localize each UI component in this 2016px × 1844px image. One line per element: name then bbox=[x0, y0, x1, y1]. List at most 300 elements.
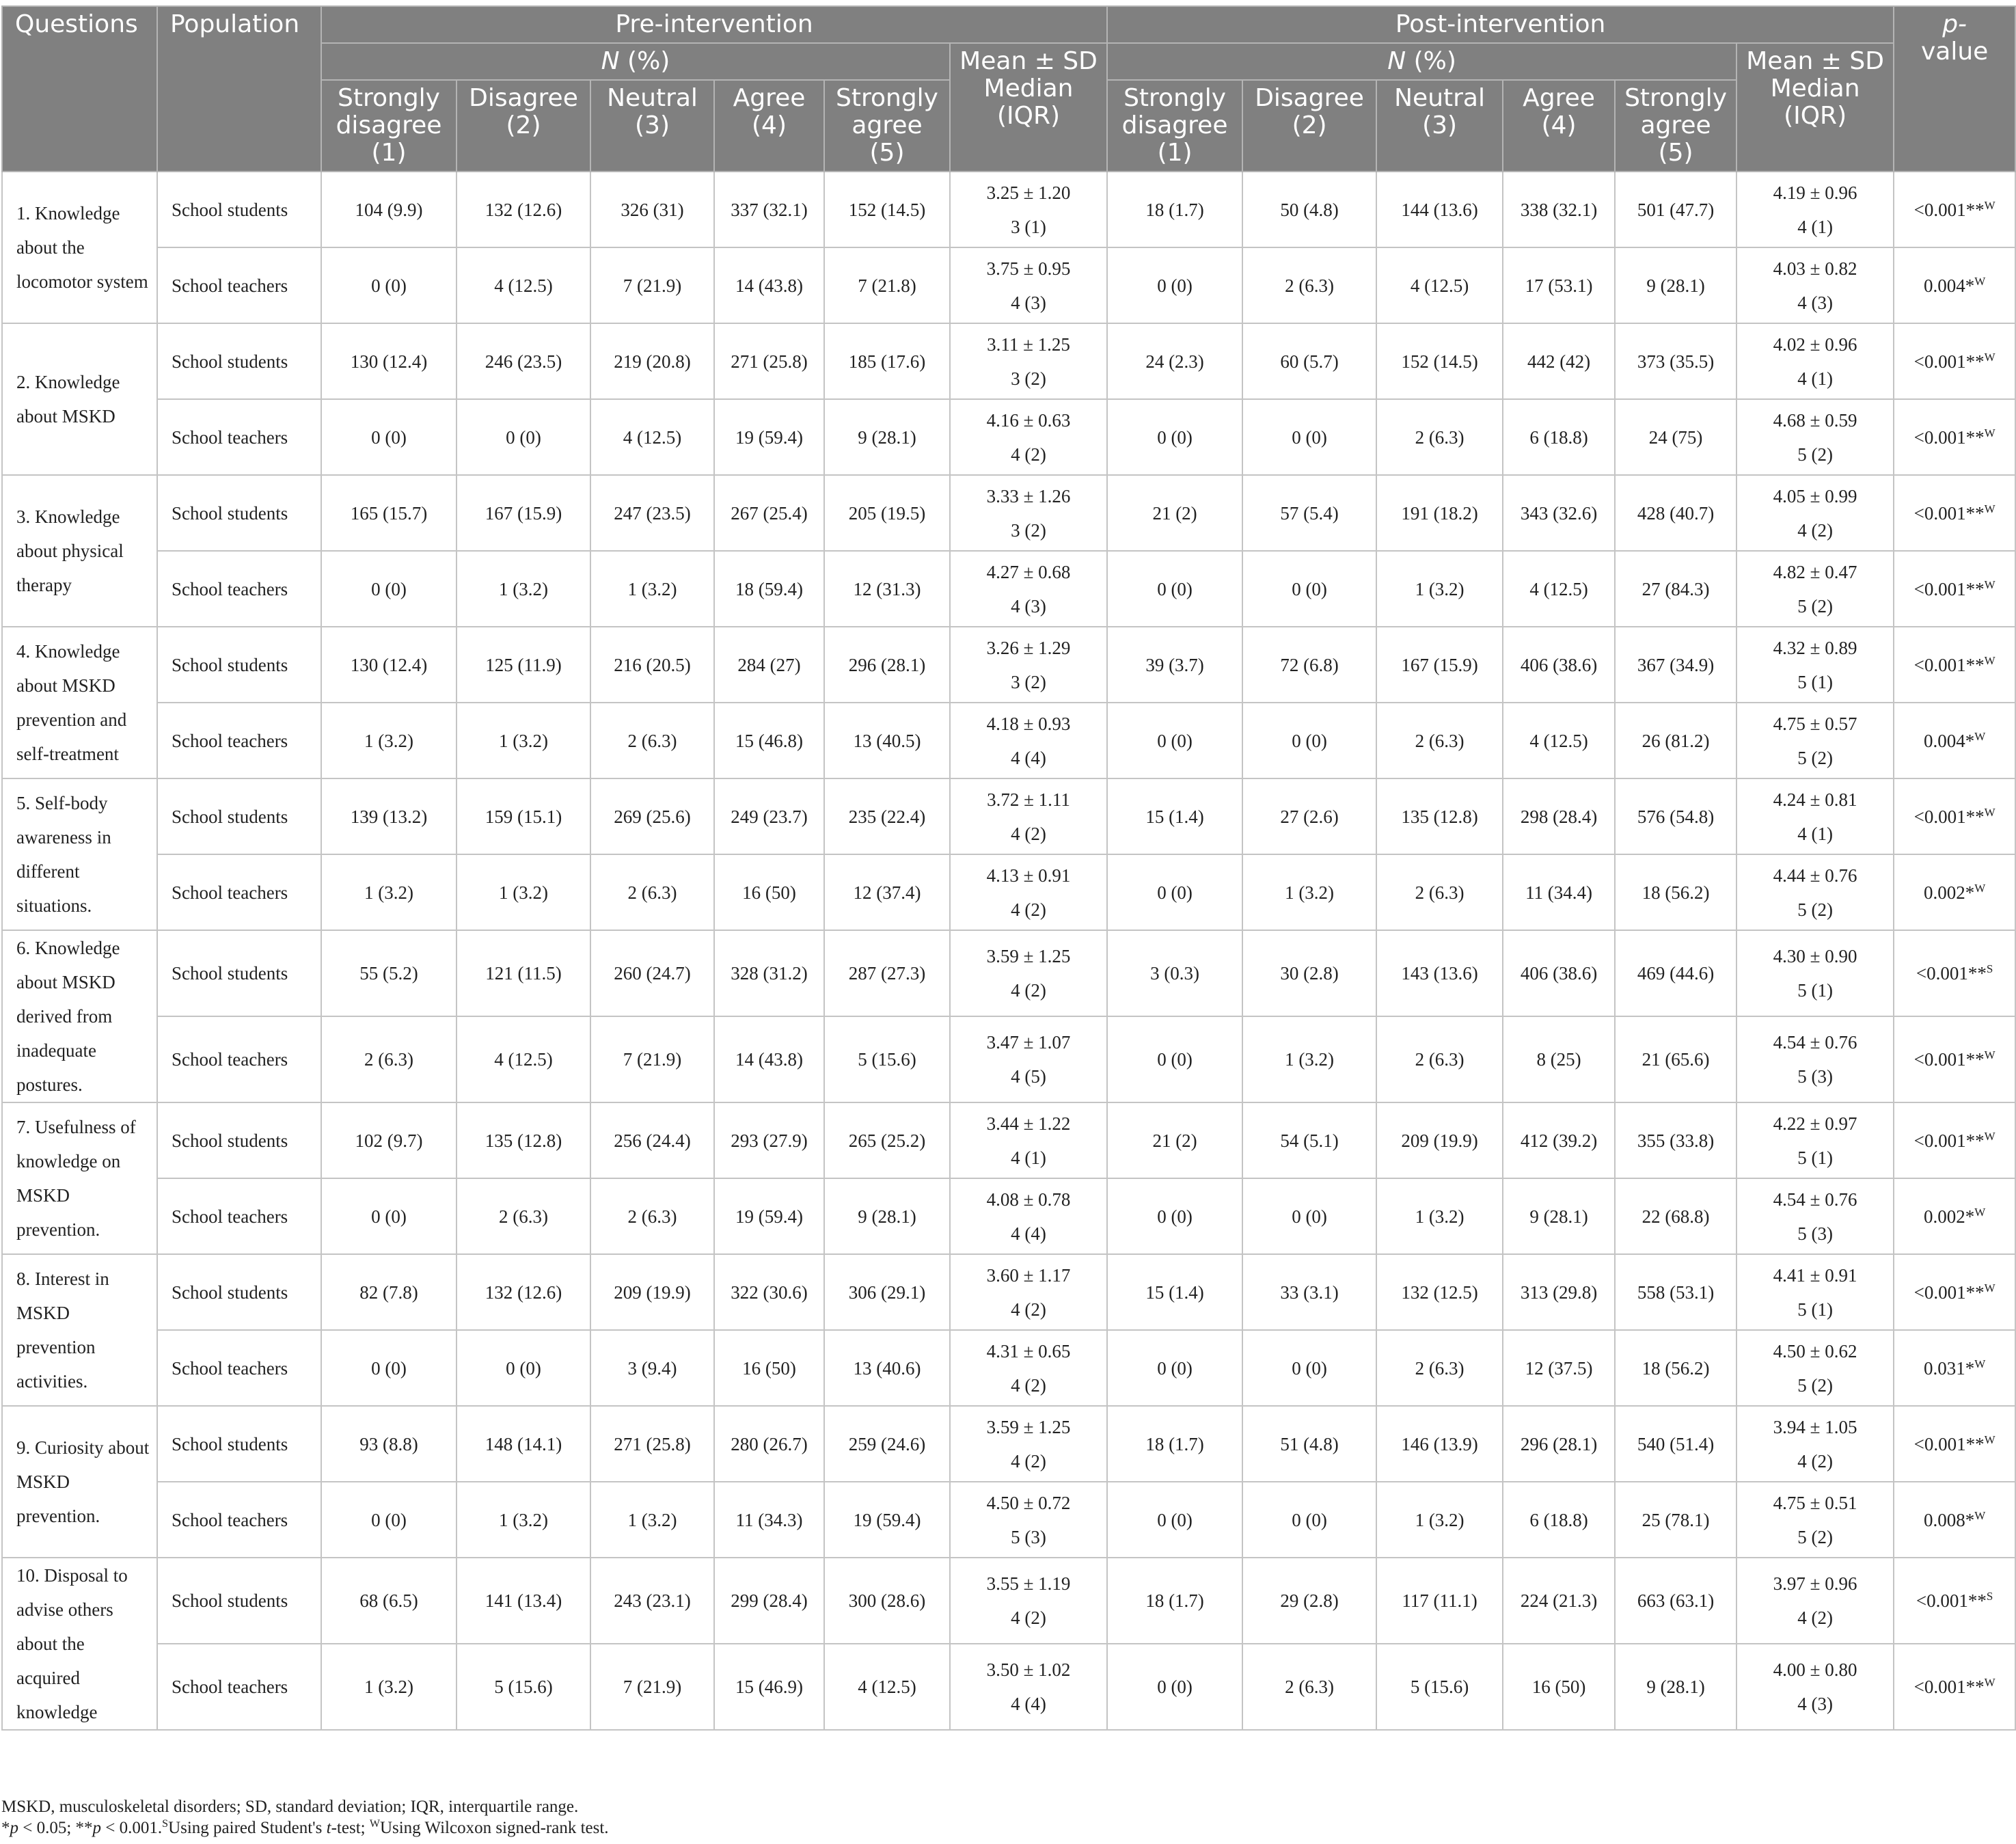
post-count-cell: 296 (28.1) bbox=[1503, 1406, 1615, 1482]
post-count-cell: 469 (44.6) bbox=[1615, 930, 1736, 1016]
pre-count-cell: 19 (59.4) bbox=[714, 399, 824, 475]
p-value: <0.001** bbox=[1913, 1130, 1985, 1151]
p-value-cell bbox=[1894, 854, 2015, 930]
p-value-cell bbox=[1894, 475, 2015, 551]
pre-mean-sd: 4.31 ± 0.65 bbox=[986, 1340, 1071, 1361]
post-mean-sd: 4.02 ± 0.96 bbox=[1773, 334, 1857, 355]
p-value-test-marker: W bbox=[1984, 1676, 1995, 1689]
question-label: 1. Knowledge about the locomotor system bbox=[2, 172, 157, 323]
pre-median-iqr: 3 (2) bbox=[1011, 671, 1046, 692]
population-cell: School students bbox=[157, 323, 321, 399]
pre-count-cell: 148 (14.1) bbox=[457, 1406, 590, 1482]
pre-count-cell: 19 (59.4) bbox=[714, 1178, 824, 1254]
post-mean-median-cell bbox=[1736, 778, 1894, 854]
header-post-scale-3 bbox=[1376, 80, 1503, 172]
pre-median-iqr: 4 (2) bbox=[1011, 1374, 1046, 1396]
p-value: 0.002* bbox=[1923, 882, 1975, 903]
pre-count-cell: 326 (31) bbox=[590, 172, 714, 247]
question-label: 4. Knowledge about MSKD prevention and self-treatment bbox=[2, 627, 157, 778]
pre-count-cell: 0 (0) bbox=[321, 1482, 457, 1558]
post-mean-median-cell bbox=[1736, 703, 1894, 778]
post-count-cell: 26 (81.2) bbox=[1615, 703, 1736, 778]
p-value-cell bbox=[1894, 1406, 2015, 1482]
post-median-iqr: 5 (2) bbox=[1797, 899, 1833, 920]
pre-count-cell: 328 (31.2) bbox=[714, 930, 824, 1016]
post-count-cell: 209 (19.9) bbox=[1376, 1102, 1503, 1178]
p-value-cell bbox=[1894, 1178, 2015, 1254]
p-value-test-marker: W bbox=[1974, 729, 1986, 743]
post-mean-sd: 4.82 ± 0.47 bbox=[1773, 561, 1857, 582]
pre-count-cell: 209 (19.9) bbox=[590, 1254, 714, 1330]
pre-median-iqr: 4 (2) bbox=[1011, 899, 1046, 920]
p-value: <0.001** bbox=[1913, 426, 1985, 448]
pre-count-cell: 152 (14.5) bbox=[824, 172, 950, 247]
pre-count-cell: 125 (11.9) bbox=[457, 627, 590, 703]
post-count-cell: 367 (34.9) bbox=[1615, 627, 1736, 703]
post-count-cell: 0 (0) bbox=[1107, 247, 1242, 323]
pre-count-cell: 271 (25.8) bbox=[714, 323, 824, 399]
results-table bbox=[1, 5, 2016, 1731]
p-value: <0.001** bbox=[1916, 963, 1987, 984]
post-count-cell: 0 (0) bbox=[1107, 703, 1242, 778]
pre-median-iqr: 4 (4) bbox=[1011, 1223, 1046, 1244]
post-median-iqr: 5 (2) bbox=[1797, 1374, 1833, 1396]
post-count-cell: 0 (0) bbox=[1107, 1178, 1242, 1254]
post-count-cell: 406 (38.6) bbox=[1503, 627, 1615, 703]
scale-label-line: Agree bbox=[733, 84, 806, 112]
pre-mean-median-cell bbox=[950, 1406, 1107, 1482]
p-value-cell bbox=[1894, 1254, 2015, 1330]
p-value-test-marker: W bbox=[1984, 805, 1995, 819]
p-value: <0.001** bbox=[1913, 351, 1985, 372]
pre-count-cell: 12 (31.3) bbox=[824, 551, 950, 627]
post-count-cell: 25 (78.1) bbox=[1615, 1482, 1736, 1558]
table-row bbox=[2, 1102, 2015, 1178]
post-count-cell: 224 (21.3) bbox=[1503, 1558, 1615, 1644]
pre-mean-sd: 3.26 ± 1.29 bbox=[986, 637, 1071, 658]
post-median-iqr: 4 (2) bbox=[1797, 519, 1833, 541]
table-row bbox=[2, 1644, 2015, 1730]
post-median-iqr: 5 (1) bbox=[1797, 980, 1833, 1001]
pre-median-iqr: 4 (1) bbox=[1011, 1147, 1046, 1168]
post-count-cell: 0 (0) bbox=[1242, 1178, 1376, 1254]
p-value: <0.001** bbox=[1913, 1282, 1985, 1303]
post-count-cell: 0 (0) bbox=[1242, 1330, 1376, 1406]
table-row bbox=[2, 1254, 2015, 1330]
pre-count-cell: 4 (12.5) bbox=[457, 1016, 590, 1102]
pre-count-cell: 14 (43.8) bbox=[714, 1016, 824, 1102]
pre-count-cell: 1 (3.2) bbox=[590, 551, 714, 627]
pre-count-cell: 0 (0) bbox=[321, 1330, 457, 1406]
pre-median-iqr: 4 (2) bbox=[1011, 444, 1046, 465]
p-value: <0.001** bbox=[1913, 1049, 1985, 1070]
pre-mean-median-cell bbox=[950, 323, 1107, 399]
post-mean-sd: 4.19 ± 0.96 bbox=[1773, 182, 1857, 203]
post-median-iqr: 5 (3) bbox=[1797, 1066, 1833, 1087]
pre-median-iqr: 4 (4) bbox=[1011, 1694, 1046, 1714]
pre-median-iqr: 4 (3) bbox=[1011, 595, 1046, 616]
post-count-cell: 428 (40.7) bbox=[1615, 475, 1736, 551]
pre-mean-median-cell bbox=[950, 703, 1107, 778]
post-mean-median-cell bbox=[1736, 627, 1894, 703]
header-pre-mean-median: Mean ± SD Median (IQR) bbox=[950, 43, 1107, 172]
header-post-scale-4 bbox=[1503, 80, 1615, 172]
pre-mean-median-cell bbox=[950, 1016, 1107, 1102]
p-value-cell bbox=[1894, 1644, 2015, 1730]
p-value-test-marker: W bbox=[1984, 350, 1995, 364]
post-count-cell: 57 (5.4) bbox=[1242, 475, 1376, 551]
post-count-cell: 27 (2.6) bbox=[1242, 778, 1376, 854]
p-value-cell bbox=[1894, 1558, 2015, 1644]
population-cell: School teachers bbox=[157, 854, 321, 930]
p-value: <0.001** bbox=[1913, 1433, 1985, 1454]
pre-count-cell: 14 (43.8) bbox=[714, 247, 824, 323]
population-cell: School teachers bbox=[157, 551, 321, 627]
p-value-cell bbox=[1894, 627, 2015, 703]
post-mean-sd: 4.68 ± 0.59 bbox=[1773, 409, 1857, 431]
pre-mean-sd: 3.25 ± 1.20 bbox=[986, 182, 1071, 203]
pre-mean-sd: 4.18 ± 0.93 bbox=[986, 713, 1071, 734]
post-median-iqr: 4 (1) bbox=[1797, 823, 1833, 844]
pre-count-cell: 167 (15.9) bbox=[457, 475, 590, 551]
post-count-cell: 6 (18.8) bbox=[1503, 399, 1615, 475]
post-mean-median-cell bbox=[1736, 551, 1894, 627]
population-cell: School students bbox=[157, 930, 321, 1016]
scale-label-line: (3) bbox=[635, 111, 670, 139]
header-post-scale-1 bbox=[1107, 80, 1242, 172]
post-mean-median-cell bbox=[1736, 1406, 1894, 1482]
table-row bbox=[2, 1016, 2015, 1102]
pre-count-cell: 0 (0) bbox=[321, 1178, 457, 1254]
pre-count-cell: 1 (3.2) bbox=[321, 1644, 457, 1730]
population-cell: School teachers bbox=[157, 1330, 321, 1406]
question-label: 3. Knowledge about physical therapy bbox=[2, 475, 157, 627]
pre-count-cell: 7 (21.8) bbox=[824, 247, 950, 323]
header-pre-scale-5 bbox=[824, 80, 950, 172]
table-row bbox=[2, 1178, 2015, 1254]
pre-median-iqr: 3 (1) bbox=[1011, 216, 1046, 237]
p-value-test-marker: W bbox=[1974, 1205, 1986, 1219]
pre-count-cell: 130 (12.4) bbox=[321, 323, 457, 399]
post-count-cell: 0 (0) bbox=[1107, 399, 1242, 475]
post-count-cell: 143 (13.6) bbox=[1376, 930, 1503, 1016]
pre-median-iqr: 4 (2) bbox=[1011, 1450, 1046, 1472]
pre-count-cell: 82 (7.8) bbox=[321, 1254, 457, 1330]
post-count-cell: 18 (56.2) bbox=[1615, 1330, 1736, 1406]
post-count-cell: 0 (0) bbox=[1107, 1330, 1242, 1406]
post-mean-sd: 4.00 ± 0.80 bbox=[1773, 1659, 1857, 1680]
post-count-cell: 355 (33.8) bbox=[1615, 1102, 1736, 1178]
post-count-cell: 412 (39.2) bbox=[1503, 1102, 1615, 1178]
pre-count-cell: 7 (21.9) bbox=[590, 1644, 714, 1730]
table-header bbox=[2, 6, 2015, 172]
pre-mean-sd: 4.16 ± 0.63 bbox=[986, 409, 1071, 431]
p-value-cell bbox=[1894, 399, 2015, 475]
header-pre-scale-2 bbox=[457, 80, 590, 172]
header-pre-scale-3 bbox=[590, 80, 714, 172]
post-mean-median-cell bbox=[1736, 172, 1894, 247]
pre-count-cell: 9 (28.1) bbox=[824, 399, 950, 475]
scale-label-line: (2) bbox=[506, 111, 541, 139]
pre-count-cell: 132 (12.6) bbox=[457, 172, 590, 247]
post-count-cell: 0 (0) bbox=[1107, 854, 1242, 930]
scale-label-line: Disagree bbox=[469, 84, 578, 112]
pre-count-cell: 306 (29.1) bbox=[824, 1254, 950, 1330]
post-mean-sd: 4.50 ± 0.62 bbox=[1773, 1340, 1857, 1361]
p-value-test-marker: W bbox=[1984, 1048, 1995, 1061]
table-row bbox=[2, 627, 2015, 703]
pre-median-iqr: 4 (2) bbox=[1011, 980, 1046, 1001]
post-mean-sd: 4.54 ± 0.76 bbox=[1773, 1189, 1857, 1210]
pre-mean-sd: 3.72 ± 1.11 bbox=[987, 789, 1070, 810]
pre-mean-sd: 3.59 ± 1.25 bbox=[986, 1416, 1071, 1437]
table-row bbox=[2, 778, 2015, 854]
pre-count-cell: 4 (12.5) bbox=[824, 1644, 950, 1730]
post-count-cell: 22 (68.8) bbox=[1615, 1178, 1736, 1254]
pre-mean-sd: 3.11 ± 1.25 bbox=[987, 334, 1070, 355]
pre-mean-median-cell bbox=[950, 1482, 1107, 1558]
post-count-cell: 18 (56.2) bbox=[1615, 854, 1736, 930]
post-count-cell: 0 (0) bbox=[1242, 551, 1376, 627]
header-population: Population bbox=[157, 6, 321, 172]
post-count-cell: 501 (47.7) bbox=[1615, 172, 1736, 247]
scale-label-line: (5) bbox=[869, 139, 905, 167]
post-mean-sd: 4.75 ± 0.51 bbox=[1773, 1492, 1857, 1513]
table-row bbox=[2, 399, 2015, 475]
pre-count-cell: 4 (12.5) bbox=[457, 247, 590, 323]
table-row bbox=[2, 930, 2015, 1016]
pre-mean-median-cell bbox=[950, 1644, 1107, 1730]
post-median-iqr: 5 (3) bbox=[1797, 1223, 1833, 1244]
post-count-cell: 0 (0) bbox=[1242, 1482, 1376, 1558]
post-mean-median-cell bbox=[1736, 323, 1894, 399]
pre-count-cell: 7 (21.9) bbox=[590, 1016, 714, 1102]
p-value: 0.008* bbox=[1923, 1509, 1975, 1530]
pre-count-cell: 205 (19.5) bbox=[824, 475, 950, 551]
post-count-cell: 1 (3.2) bbox=[1376, 551, 1503, 627]
header-p-value: p- value bbox=[1894, 6, 2015, 172]
pre-mean-sd: 3.60 ± 1.17 bbox=[986, 1264, 1071, 1286]
table-row bbox=[2, 551, 2015, 627]
scale-label-line: disagree bbox=[336, 111, 442, 139]
post-mean-sd: 4.24 ± 0.81 bbox=[1773, 789, 1857, 810]
post-count-cell: 24 (75) bbox=[1615, 399, 1736, 475]
pre-mean-median-cell bbox=[950, 247, 1107, 323]
p-value-cell bbox=[1894, 551, 2015, 627]
post-mean-sd: 4.41 ± 0.91 bbox=[1773, 1264, 1857, 1286]
post-count-cell: 29 (2.8) bbox=[1242, 1558, 1376, 1644]
p-value-test-marker: W bbox=[1984, 578, 1995, 591]
pre-count-cell: 19 (59.4) bbox=[824, 1482, 950, 1558]
p-value: <0.001** bbox=[1913, 654, 1985, 675]
pre-count-cell: 337 (32.1) bbox=[714, 172, 824, 247]
pre-count-cell: 141 (13.4) bbox=[457, 1558, 590, 1644]
post-mean-median-cell bbox=[1736, 1482, 1894, 1558]
post-count-cell: 343 (32.6) bbox=[1503, 475, 1615, 551]
p-value-cell bbox=[1894, 172, 2015, 247]
post-count-cell: 51 (4.8) bbox=[1242, 1406, 1376, 1482]
pre-mean-sd: 3.47 ± 1.07 bbox=[986, 1032, 1071, 1053]
scale-label-line: (2) bbox=[1292, 111, 1327, 139]
table-row bbox=[2, 172, 2015, 247]
p-value-test-marker: W bbox=[1984, 198, 1995, 212]
post-count-cell: 4 (12.5) bbox=[1376, 247, 1503, 323]
post-count-cell: 17 (53.1) bbox=[1503, 247, 1615, 323]
pre-count-cell: 287 (27.3) bbox=[824, 930, 950, 1016]
question-label: 10. Disposal to advise others about the acquired knowledge bbox=[2, 1558, 157, 1730]
pre-mean-median-cell bbox=[950, 551, 1107, 627]
post-count-cell: 21 (2) bbox=[1107, 1102, 1242, 1178]
footnote-abbreviations: MSKD, musculoskeletal disorders; SD, standard deviation; IQR, interquartile range. bbox=[1, 1798, 579, 1816]
post-count-cell: 21 (2) bbox=[1107, 475, 1242, 551]
population-cell: School students bbox=[157, 778, 321, 854]
post-median-iqr: 5 (2) bbox=[1797, 1526, 1833, 1547]
table-row bbox=[2, 323, 2015, 399]
post-count-cell: 18 (1.7) bbox=[1107, 1406, 1242, 1482]
pre-mean-median-cell bbox=[950, 1558, 1107, 1644]
p-value-cell bbox=[1894, 778, 2015, 854]
pre-count-cell: 0 (0) bbox=[457, 399, 590, 475]
post-count-cell: 2 (6.3) bbox=[1242, 247, 1376, 323]
pre-count-cell: 1 (3.2) bbox=[457, 1482, 590, 1558]
post-count-cell: 0 (0) bbox=[1107, 551, 1242, 627]
population-cell: School students bbox=[157, 475, 321, 551]
header-post-n-pct: N (%) bbox=[1107, 43, 1736, 80]
pre-count-cell: 1 (3.2) bbox=[457, 703, 590, 778]
post-count-cell: 2 (6.3) bbox=[1376, 1330, 1503, 1406]
scale-label-line: agree bbox=[852, 111, 923, 139]
scale-label-line: Agree bbox=[1523, 84, 1595, 112]
pre-count-cell: 0 (0) bbox=[321, 551, 457, 627]
scale-label-line: (1) bbox=[1157, 139, 1193, 167]
population-cell: School teachers bbox=[157, 399, 321, 475]
post-count-cell: 4 (12.5) bbox=[1503, 703, 1615, 778]
header-post-scale-5 bbox=[1615, 80, 1736, 172]
population-cell: School teachers bbox=[157, 1178, 321, 1254]
p-value: <0.001** bbox=[1913, 806, 1985, 827]
question-label: 7. Usefulness of knowledge on MSKD prevention. bbox=[2, 1102, 157, 1254]
post-count-cell: 1 (3.2) bbox=[1242, 1016, 1376, 1102]
p-value: 0.002* bbox=[1923, 1206, 1975, 1227]
p-value-test-marker: W bbox=[1974, 1508, 1986, 1522]
post-count-cell: 27 (84.3) bbox=[1615, 551, 1736, 627]
post-mean-sd: 4.32 ± 0.89 bbox=[1773, 637, 1857, 658]
post-mean-sd: 4.03 ± 0.82 bbox=[1773, 258, 1857, 279]
population-cell: School teachers bbox=[157, 1482, 321, 1558]
post-count-cell: 373 (35.5) bbox=[1615, 323, 1736, 399]
pre-count-cell: 12 (37.4) bbox=[824, 854, 950, 930]
pre-median-iqr: 4 (2) bbox=[1011, 823, 1046, 844]
p-value-cell bbox=[1894, 1482, 2015, 1558]
p-value-cell bbox=[1894, 1330, 2015, 1406]
table-row bbox=[2, 247, 2015, 323]
scale-label-line: agree bbox=[1640, 111, 1711, 139]
population-cell: School students bbox=[157, 1254, 321, 1330]
post-count-cell: 8 (25) bbox=[1503, 1016, 1615, 1102]
question-label: 8. Interest in MSKD prevention activities. bbox=[2, 1254, 157, 1406]
post-mean-median-cell bbox=[1736, 1644, 1894, 1730]
post-count-cell: 16 (50) bbox=[1503, 1644, 1615, 1730]
post-mean-sd: 3.97 ± 0.96 bbox=[1773, 1573, 1857, 1594]
post-count-cell: 9 (28.1) bbox=[1615, 1644, 1736, 1730]
p-value: <0.001** bbox=[1916, 1590, 1987, 1611]
pre-count-cell: 2 (6.3) bbox=[590, 703, 714, 778]
pre-count-cell: 2 (6.3) bbox=[457, 1178, 590, 1254]
header-pre-scale-4 bbox=[714, 80, 824, 172]
population-cell: School students bbox=[157, 172, 321, 247]
p-value-test-marker: W bbox=[1984, 426, 1995, 439]
p-value-test-marker: S bbox=[1986, 962, 1993, 975]
pre-mean-median-cell bbox=[950, 1254, 1107, 1330]
pre-count-cell: 165 (15.7) bbox=[321, 475, 457, 551]
p-value-test-marker: W bbox=[1984, 1281, 1995, 1294]
post-count-cell: 576 (54.8) bbox=[1615, 778, 1736, 854]
pre-mean-median-cell bbox=[950, 627, 1107, 703]
post-count-cell: 313 (29.8) bbox=[1503, 1254, 1615, 1330]
p-value-test-marker: W bbox=[1984, 653, 1995, 667]
population-cell: School students bbox=[157, 1558, 321, 1644]
post-median-iqr: 4 (1) bbox=[1797, 216, 1833, 237]
pre-count-cell: 0 (0) bbox=[321, 247, 457, 323]
pre-count-cell: 1 (3.2) bbox=[457, 854, 590, 930]
post-count-cell: 30 (2.8) bbox=[1242, 930, 1376, 1016]
pre-count-cell: 2 (6.3) bbox=[590, 854, 714, 930]
post-median-iqr: 4 (3) bbox=[1797, 1694, 1833, 1714]
pre-count-cell: 1 (3.2) bbox=[321, 703, 457, 778]
pre-count-cell: 280 (26.7) bbox=[714, 1406, 824, 1482]
pre-count-cell: 265 (25.2) bbox=[824, 1102, 950, 1178]
pre-median-iqr: 3 (2) bbox=[1011, 519, 1046, 541]
pre-mean-sd: 4.50 ± 0.72 bbox=[986, 1492, 1071, 1513]
post-count-cell: 338 (32.1) bbox=[1503, 172, 1615, 247]
pre-mean-sd: 3.59 ± 1.25 bbox=[986, 946, 1071, 966]
post-count-cell: 50 (4.8) bbox=[1242, 172, 1376, 247]
post-count-cell: 2 (6.3) bbox=[1376, 399, 1503, 475]
pre-mean-sd: 3.50 ± 1.02 bbox=[986, 1659, 1071, 1680]
post-count-cell: 15 (1.4) bbox=[1107, 1254, 1242, 1330]
post-count-cell: 5 (15.6) bbox=[1376, 1644, 1503, 1730]
post-count-cell: 0 (0) bbox=[1107, 1482, 1242, 1558]
p-value-cell bbox=[1894, 703, 2015, 778]
pre-count-cell: 0 (0) bbox=[457, 1330, 590, 1406]
pre-count-cell: 68 (6.5) bbox=[321, 1558, 457, 1644]
post-count-cell: 9 (28.1) bbox=[1615, 247, 1736, 323]
scale-label-line: Neutral bbox=[607, 84, 698, 112]
post-median-iqr: 5 (2) bbox=[1797, 747, 1833, 768]
post-count-cell: 1 (3.2) bbox=[1376, 1482, 1503, 1558]
post-mean-sd: 4.75 ± 0.57 bbox=[1773, 713, 1857, 734]
post-count-cell: 663 (63.1) bbox=[1615, 1558, 1736, 1644]
pre-count-cell: 16 (50) bbox=[714, 854, 824, 930]
pre-mean-sd: 4.27 ± 0.68 bbox=[986, 561, 1071, 582]
pre-median-iqr: 4 (2) bbox=[1011, 1299, 1046, 1320]
pre-count-cell: 13 (40.6) bbox=[824, 1330, 950, 1406]
scale-label-line: (3) bbox=[1422, 111, 1458, 139]
post-count-cell: 1 (3.2) bbox=[1376, 1178, 1503, 1254]
post-mean-median-cell bbox=[1736, 1102, 1894, 1178]
population-cell: School teachers bbox=[157, 247, 321, 323]
post-count-cell: 146 (13.9) bbox=[1376, 1406, 1503, 1482]
pre-median-iqr: 4 (3) bbox=[1011, 292, 1046, 313]
pre-count-cell: 18 (59.4) bbox=[714, 551, 824, 627]
pre-count-cell: 5 (15.6) bbox=[824, 1016, 950, 1102]
post-count-cell: 0 (0) bbox=[1107, 1016, 1242, 1102]
post-count-cell: 1 (3.2) bbox=[1242, 854, 1376, 930]
post-count-cell: 33 (3.1) bbox=[1242, 1254, 1376, 1330]
post-count-cell: 21 (65.6) bbox=[1615, 1016, 1736, 1102]
post-count-cell: 18 (1.7) bbox=[1107, 1558, 1242, 1644]
question-label: 2. Knowledge about MSKD bbox=[2, 323, 157, 475]
